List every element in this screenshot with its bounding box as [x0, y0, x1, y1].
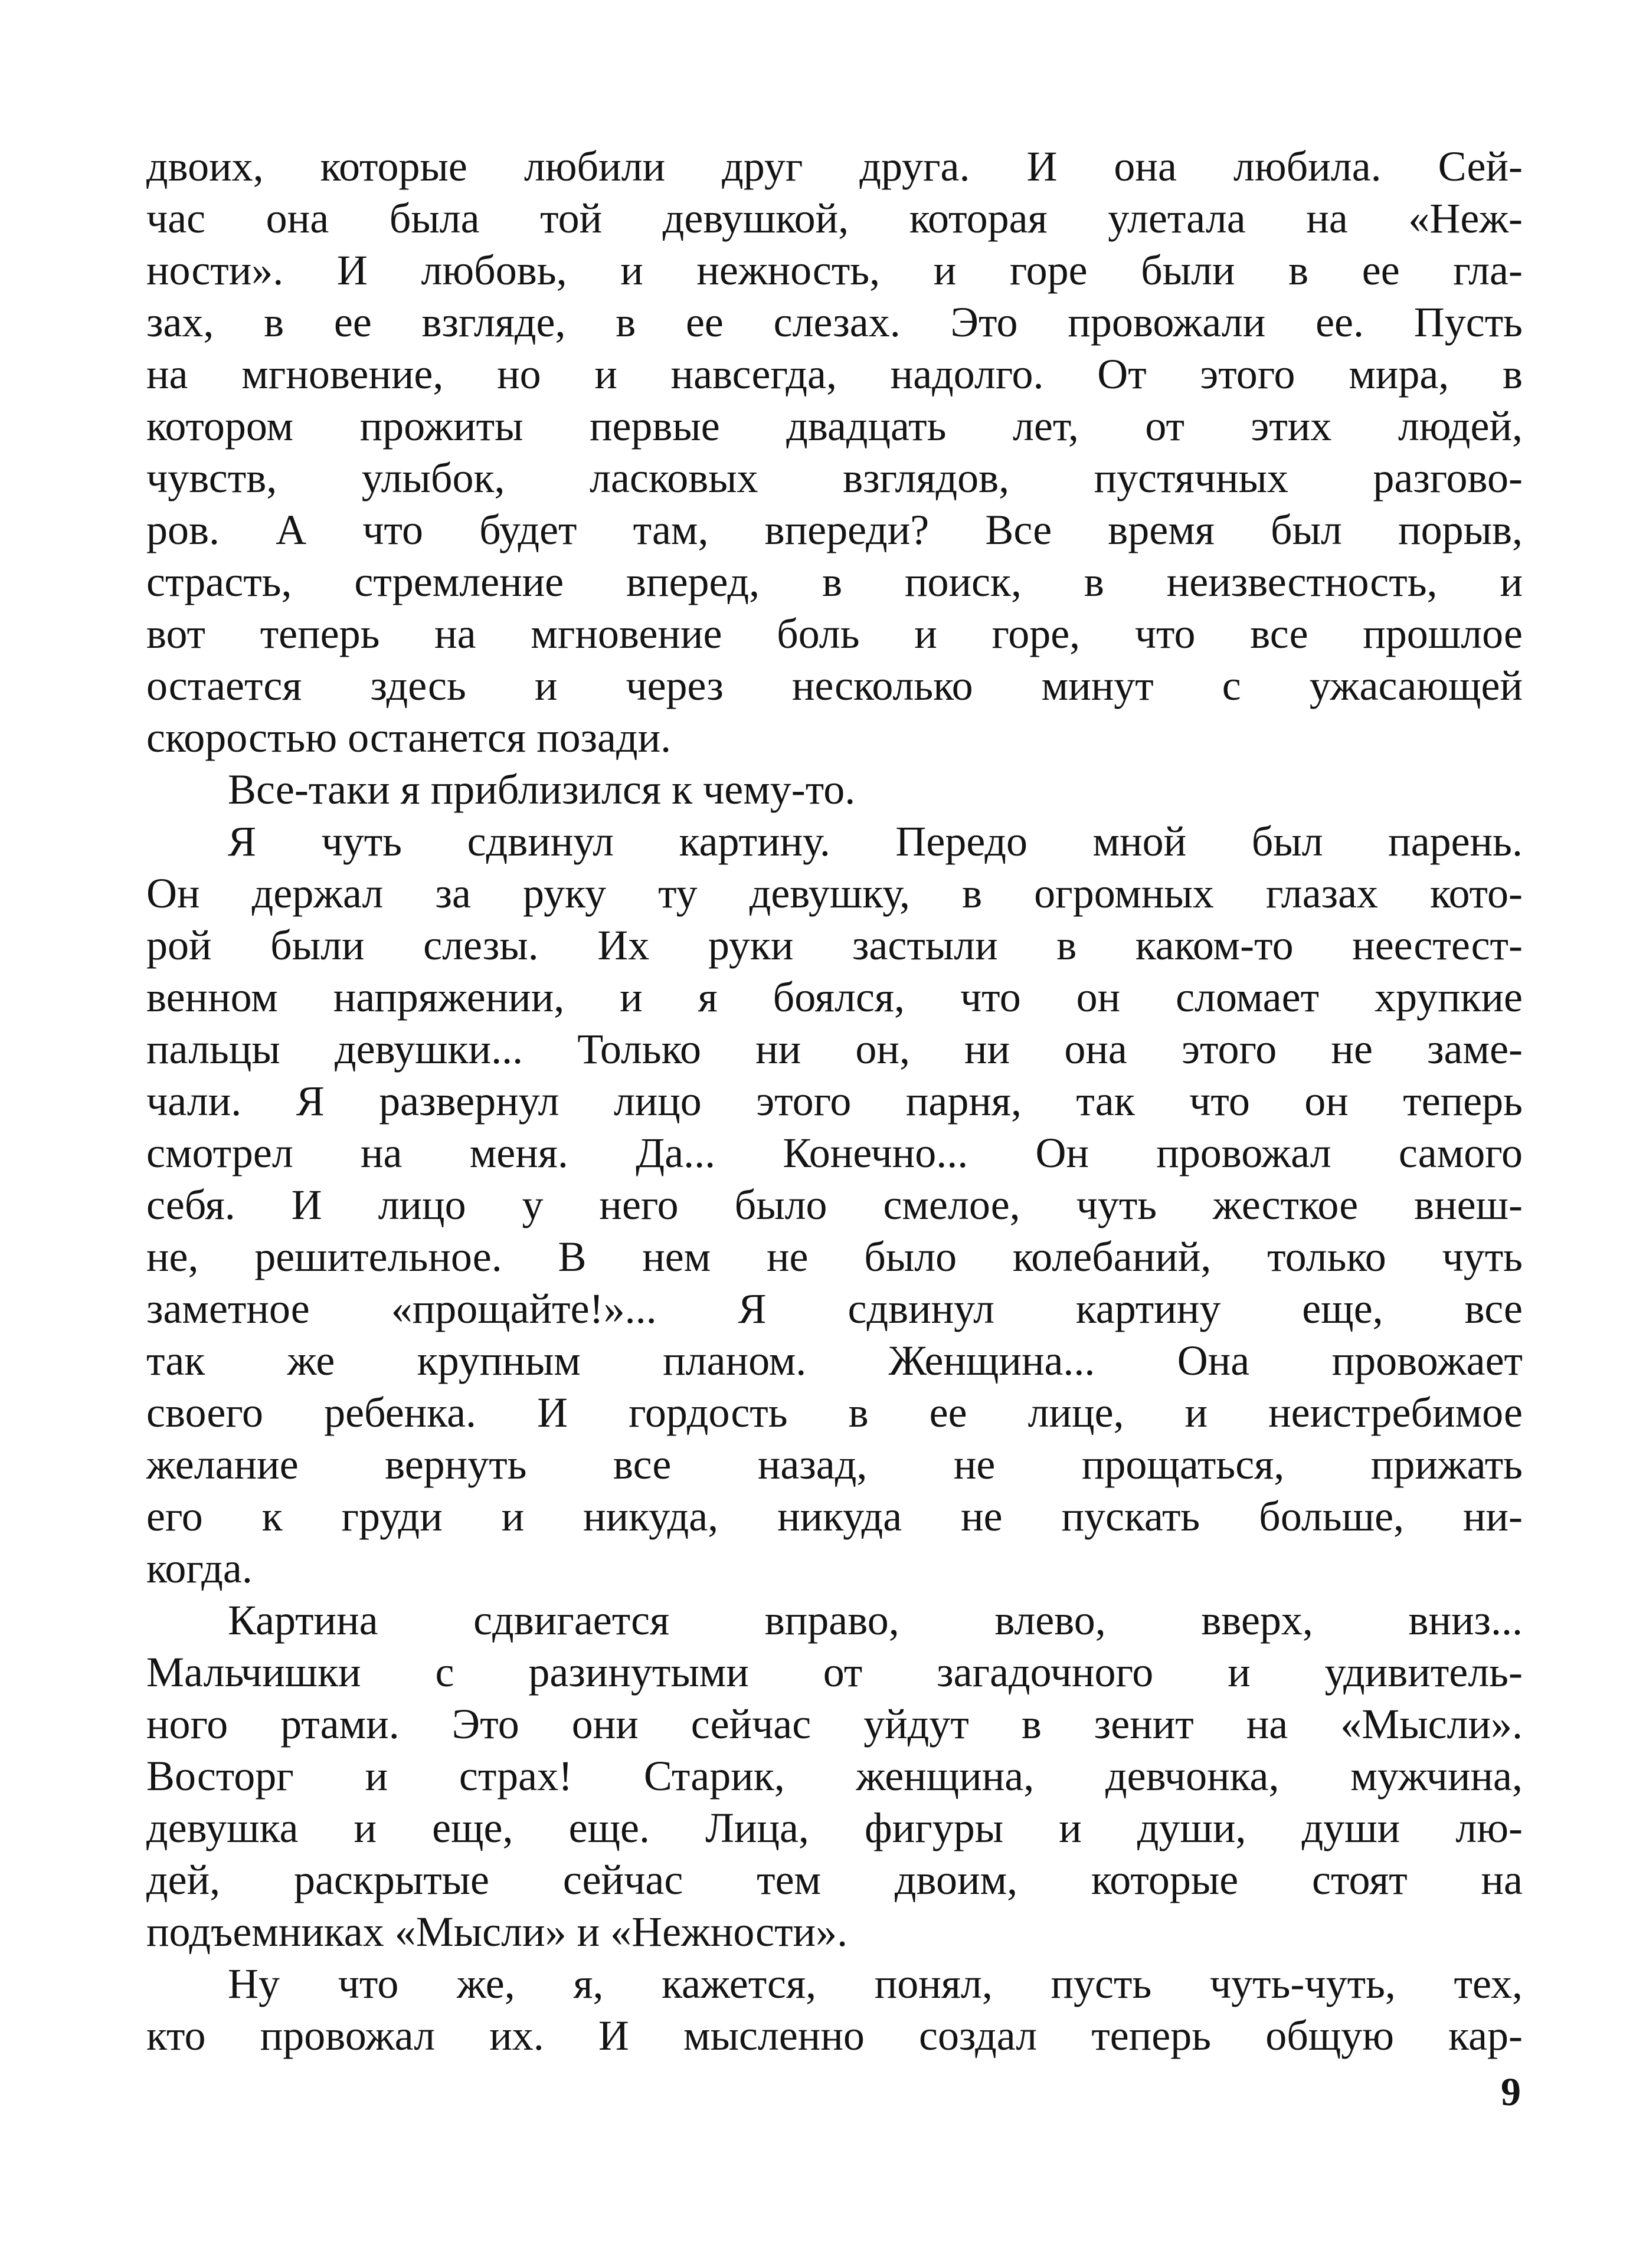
- text-line: Восторг и страх! Старик, женщина, девчонка, мужчина,: [146, 1752, 1523, 1800]
- text-line: ного ртами. Это они сейчас уйдут в зенит на «Мысли».: [146, 1700, 1523, 1748]
- text-line: смотрел на меня. Да... Конечно... Он провожал самого: [146, 1129, 1523, 1176]
- text-line: на мгновение, но и навсегда, надолго. От этого мира, в: [146, 350, 1523, 398]
- text-line: Все-таки я приблизился к чему-то.: [228, 766, 856, 813]
- text-line: пальцы девушки... Только ни он, ни она этого не заме-: [146, 1025, 1523, 1073]
- text-line: Ну что же, я, кажется, понял, пусть чуть-чуть, тех,: [228, 1960, 1523, 2007]
- page-text: [146, 140, 1523, 2061]
- text-line: чувств, улыбок, ласковых взглядов, пустячных разгово-: [146, 454, 1523, 502]
- text-line: остается здесь и через несколько минут с ужасающей: [146, 662, 1523, 709]
- paragraph: [146, 815, 1523, 1594]
- text-line: заметное «прощайте!»... Я сдвинул картину еще, все: [146, 1285, 1523, 1332]
- text-line: подъемниках «Мысли» и «Нежности».: [146, 1908, 848, 1955]
- text-line: двоих, которые любили друг друга. И она любила. Сей-: [146, 143, 1523, 190]
- text-line: котором прожиты первые двадцать лет, от этих людей,: [146, 402, 1523, 450]
- text-line: ров. А что будет там, впереди? Все время был порыв,: [146, 506, 1523, 553]
- text-line: кто провожал их. И мысленно создал теперь общую кар-: [146, 2012, 1523, 2059]
- text-line: венном напряжении, и я боялся, что он сломает хрупкие: [146, 974, 1523, 1021]
- text-line: своего ребенка. И гордость в ее лице, и неистребимое: [146, 1389, 1523, 1436]
- text-line: рой были слезы. Их руки застыли в каком-то неестест-: [146, 922, 1523, 969]
- page-number: 9: [1501, 2069, 1521, 2114]
- text-line: не, решительное. В нем не было колебаний, только чуть: [146, 1233, 1523, 1280]
- text-line: чали. Я развернул лицо этого парня, так что он теперь: [146, 1077, 1523, 1125]
- paragraph: [146, 1958, 1523, 2061]
- text-line: Картина сдвигается вправо, влево, вверх, вниз...: [228, 1597, 1523, 1644]
- text-line: скоростью останется позади.: [146, 714, 672, 761]
- text-line: Я чуть сдвинул картину. Передо мной был парень.: [228, 818, 1523, 865]
- text-line: Он держал за руку ту девушку, в огромных глазах кото-: [146, 870, 1523, 917]
- text-line: так же крупным планом. Женщина... Она провожает: [146, 1337, 1523, 1384]
- text-line: его к груди и никуда, никуда не пускать больше, ни-: [146, 1493, 1523, 1540]
- paragraph: [146, 763, 1523, 815]
- text-line: страсть, стремление вперед, в поиск, в неизвестность, и: [146, 558, 1523, 605]
- text-line: девушка и еще, еще. Лица, фигуры и души, души лю-: [146, 1804, 1523, 1851]
- paragraph: [146, 140, 1523, 763]
- text-line: когда.: [146, 1545, 253, 1592]
- text-line: зах, в ее взгляде, в ее слезах. Это провожали ее. Пусть: [146, 299, 1523, 346]
- paragraph: [146, 1594, 1523, 1958]
- text-line: желание вернуть все назад, не прощаться, прижать: [146, 1441, 1523, 1488]
- text-line: вот теперь на мгновение боль и горе, что все прошлое: [146, 610, 1523, 657]
- text-line: себя. И лицо у него было смелое, чуть жесткое внеш-: [146, 1181, 1523, 1228]
- text-line: час она была той девушкой, которая улетала на «Неж-: [146, 195, 1523, 242]
- text-line: дей, раскрытые сейчас тем двоим, которые стоят на: [146, 1856, 1523, 1903]
- text-line: Мальчишки с разинутыми от загадочного и удивитель-: [146, 1648, 1523, 1696]
- text-line: ности». И любовь, и нежность, и горе были в ее гла-: [146, 247, 1523, 294]
